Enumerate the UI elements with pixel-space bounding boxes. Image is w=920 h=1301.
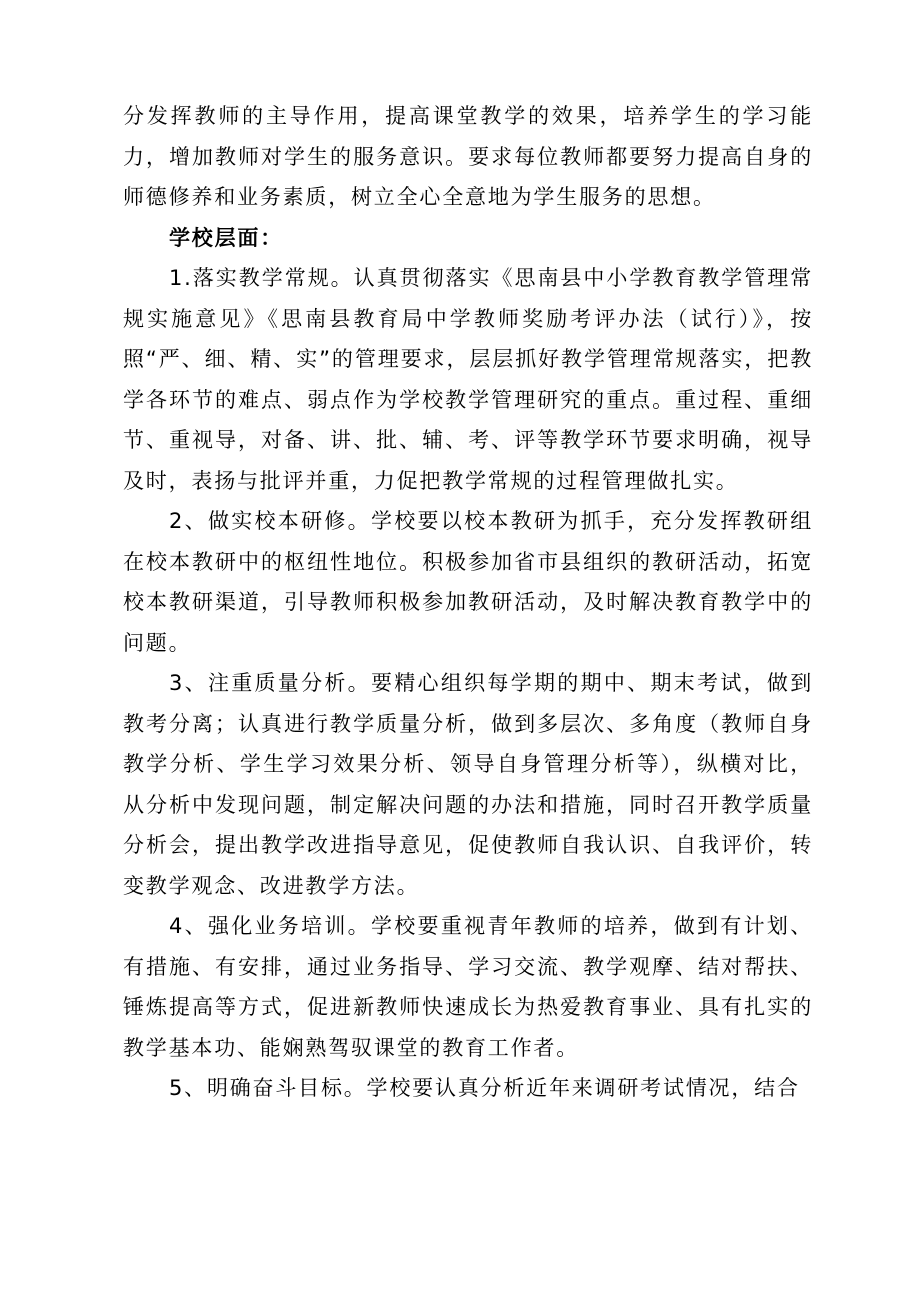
section-heading-school-level: 学校层面： [169,225,283,250]
paragraph-item-4: 4、强化业务培训。学校要重视青年教师的培养，做到有计划、有措施、有安排，通过业务指导、学习交流、教学观摩、结对帮扶、锤炼提高等方式，促进新教师快速成长为热爱教育事业、具有扎实的教学基本功、能娴熟驾驭课堂的教育工作者。 [123,914,813,1060]
paragraph-item-2: 2、做实校本研修。学校要以校本教研为抓手，充分发挥教研组在校本教研中的枢纽性地位。积极参加省市县组织的教研活动，拓宽校本教研渠道，引导教师积极参加教研活动，及时解决教育教学中的问题。 [123,509,813,655]
document-body [123,96,813,1109]
paragraph-item-1: 1.落实教学常规。认真贯彻落实《思南县中小学教育教学管理常规实施意见》《思南县教育局中学教师奖励考评办法（试行）》，按照“严、细、精、实”的管理要求，层层抓好教学管理常规落实，把教学各环节的难点、弱点作为学校教学管理研究的重点。重过程、重细节、重视导，对备、讲、批、辅、考、评等教学环节要求明确，视导及时，表扬与批评并重，力促把教学常规的过程管理做扎实。 [123,266,813,493]
paragraph-continuation: 分发挥教师的主导作用，提高课堂教学的效果，培养学生的学习能力，增加教师对学生的服务意识。要求每位教师都要努力提高自身的师德修养和业务素质，树立全心全意地为学生服务的思想。 [123,104,813,209]
paragraph-item-5: 5、明确奋斗目标。学校要认真分析近年来调研考试情况，结合 [169,1076,800,1100]
paragraph-item-3: 3、注重质量分析。要精心组织每学期的期中、期末考试，做到教考分离；认真进行教学质量分析，做到多层次、多角度（教师自身教学分析、学生学习效果分析、领导自身管理分析等），纵横对比，从分析中发现问题，制定解决问题的办法和措施，同时召开教学质量分析会，提出教学改进指导意见，促使教师自我认识、自我评价，转变教学观念、改进教学方法。 [123,671,813,898]
